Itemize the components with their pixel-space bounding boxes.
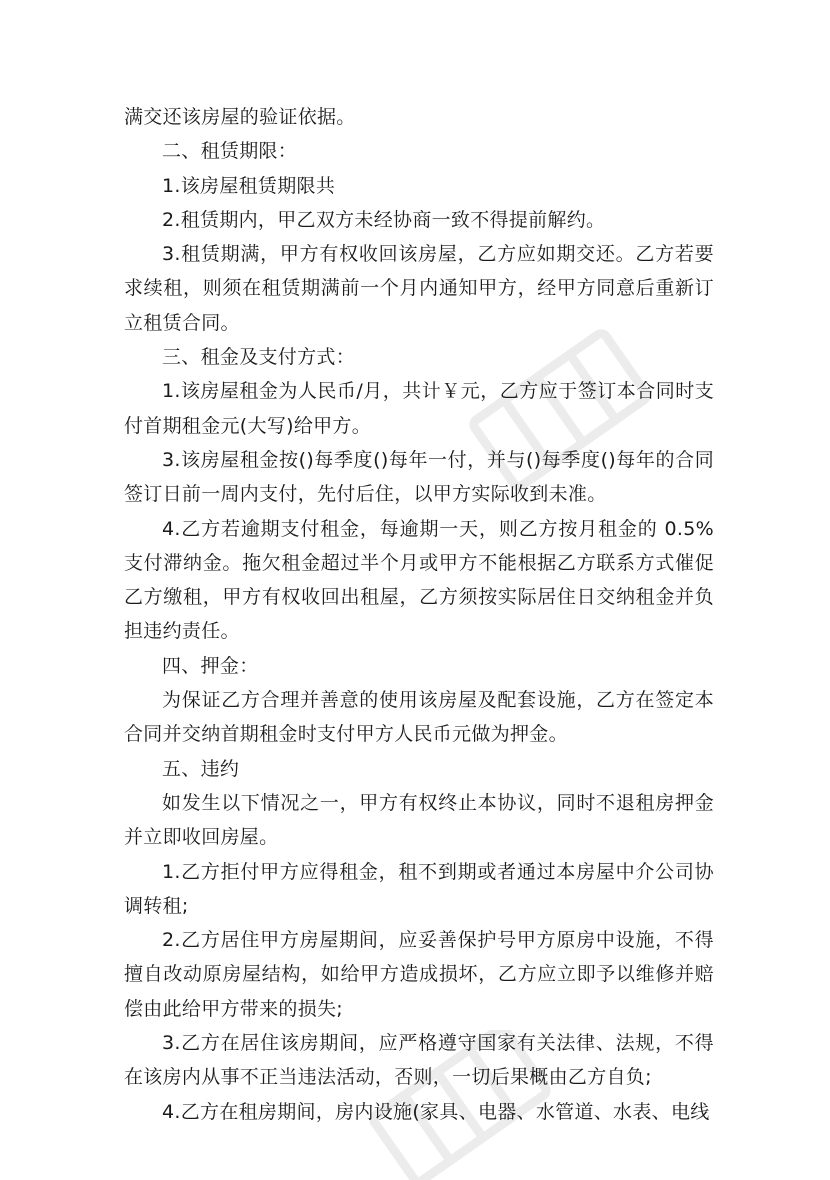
paragraph: 如发生以下情况之一，甲方有权终止本协议，同时不退租房押金并立即收回房屋。 (124, 791, 714, 849)
paragraph: 1.该房屋租金为人民币/月，共计￥元，乙方应于签订本合同时支付首期租金元(大写)给甲方。 (124, 380, 714, 437)
paragraph: 3.租赁期满，甲方有权收回该房屋，乙方应如期交还。乙方若要求续租，则须在租赁期满前一个月内通知甲方，经甲方同意后重新订立租赁合同。 (124, 243, 714, 334)
paragraph: 4.乙方在租房期间，房内设施(家具、电器、水管道、水表、电线 (162, 1100, 710, 1123)
paragraph: 2.租赁期内，甲乙双方未经协商一致不得提前解约。 (162, 208, 606, 231)
paragraph: 满交还该房屋的验证依据。 (124, 106, 356, 128)
section-heading-breach: 五、违约 (162, 757, 240, 780)
document-body (124, 100, 714, 1129)
paragraph: 3.该房屋租金按()每季度()每年一付，并与()每季度()每年的合同签订日前一周内支付，先付后住，以甲方实际收到未准。 (124, 448, 714, 506)
paragraph: 1.该房屋租赁期限共 (162, 174, 336, 197)
section-heading-rent: 三、租金及支付方式： (162, 346, 356, 369)
section-heading-deposit: 四、押金： (162, 654, 259, 677)
paragraph: 3.乙方在居住该房期间，应严格遵守国家有关法律、法规，不得在该房内从事不正当违法活动，否则，一切后果概由乙方自负; (124, 1032, 714, 1089)
section-heading-term: 二、租赁期限： (162, 140, 298, 163)
paragraph: 2.乙方居住甲方房屋期间，应妥善保护号甲方原房中设施，不得擅自改动原房屋结构，如给甲方造成损坏，乙方应立即予以维修并赔偿由此给甲方带来的损失; (124, 929, 714, 1020)
paragraph: 4.乙方若逾期支付租金，每逾期一天，则乙方按月租金的 0.5%支付滞纳金。拖欠租金超过半个月或甲方不能根据乙方联系方式催促乙方缴租，甲方有权收回出租屋，乙方须按实际居住日交纳租金并负担违约责任。 (124, 517, 714, 643)
paragraph: 为保证乙方合理并善意的使用该房屋及配套设施，乙方在签定本合同并交纳首期租金时支付甲方人民币元做为押金。 (124, 689, 714, 746)
paragraph: 1.乙方拒付甲方应得租金，租不到期或者通过本房屋中介公司协调转租; (124, 860, 714, 917)
